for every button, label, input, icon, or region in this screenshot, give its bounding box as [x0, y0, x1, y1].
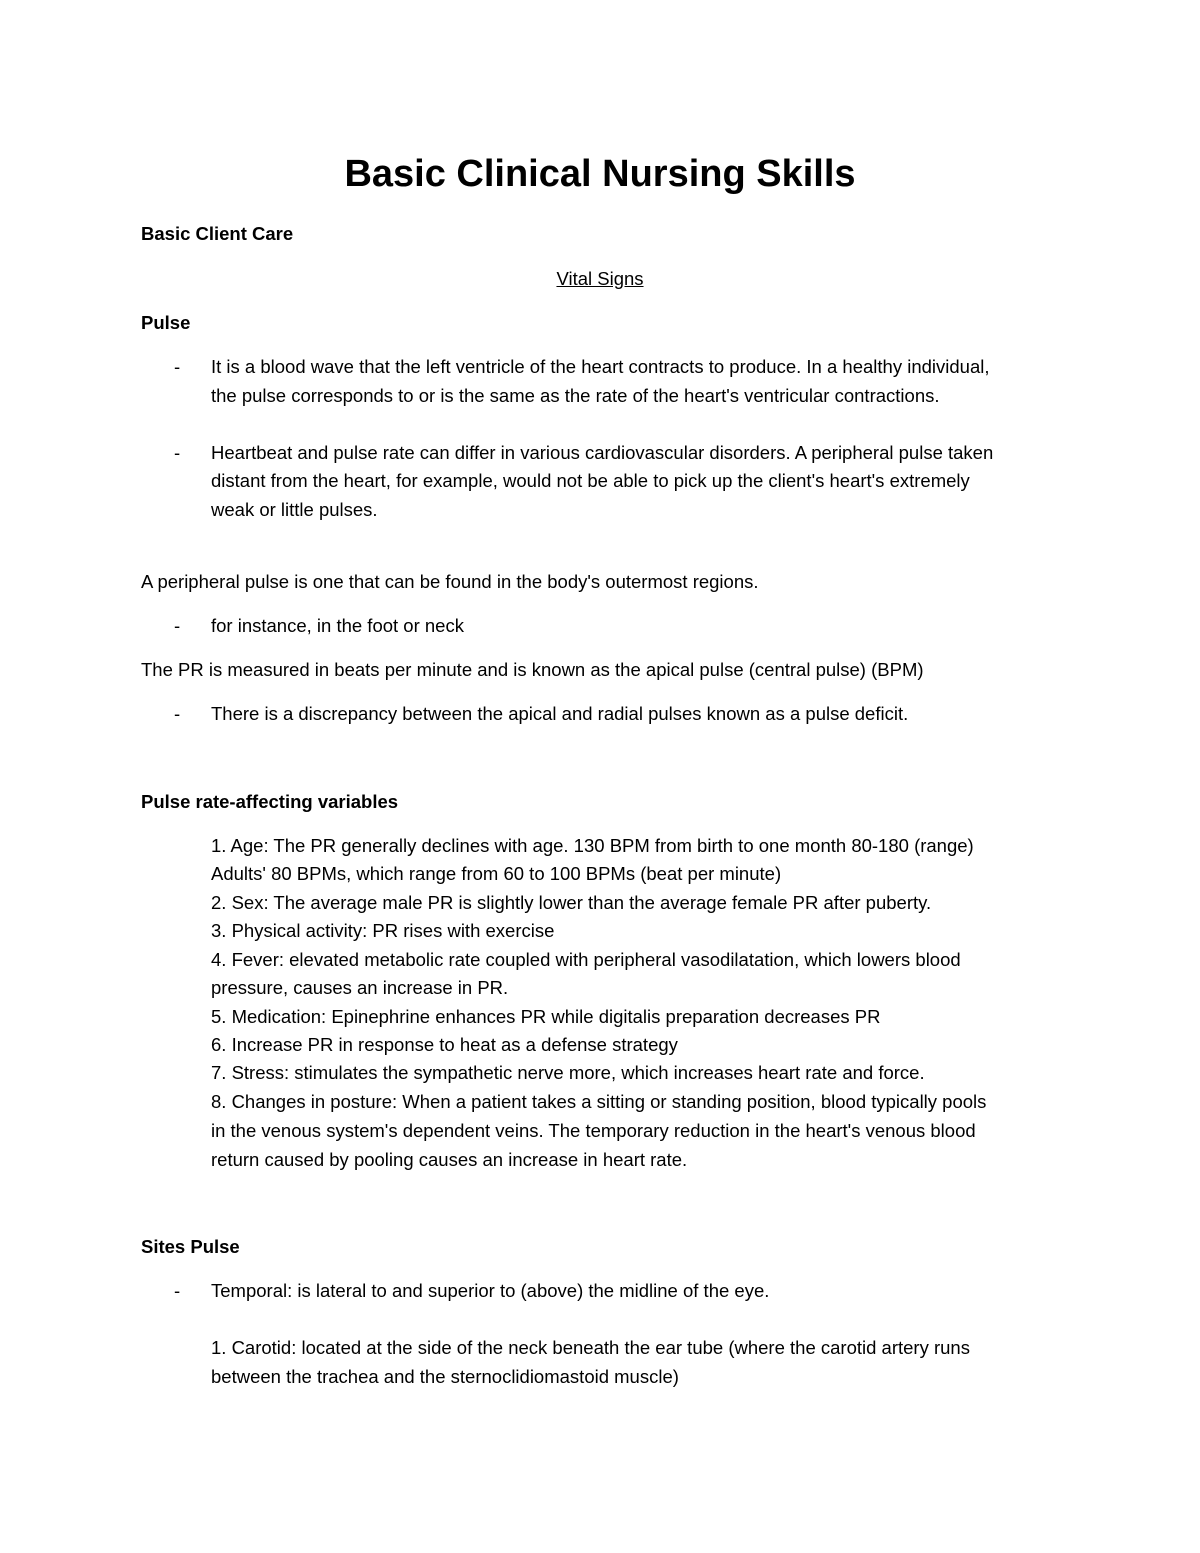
section-heading: Basic Client Care: [141, 223, 294, 244]
dash-marker: -: [174, 442, 181, 463]
variables-line: pressure, causes an increase in PR.: [211, 977, 509, 998]
variables-line: 7. Stress: stimulates the sympathetic nerve more, which increases heart rate and force.: [211, 1062, 925, 1083]
pr-paragraph: The PR is measured in beats per minute and is known as the apical pulse (central pulse) (BPM): [141, 659, 924, 680]
variables-line: Adults' 80 BPMs, which range from 60 to 100 BPMs (beat per minute): [211, 863, 782, 884]
list-item-line: the pulse corresponds to or is the same as the rate of the heart's ventricular contractions.: [211, 385, 940, 406]
variables-line: in the venous system's dependent veins. The temporary reduction in the heart's venous blood: [211, 1120, 976, 1141]
variables-heading: Pulse rate-affecting variables: [141, 791, 399, 812]
dash-marker: -: [174, 356, 181, 377]
subsection-heading: Vital Signs: [556, 268, 644, 289]
list-item-line: Heartbeat and pulse rate can differ in various cardiovascular disorders. A peripheral pulse taken: [211, 442, 994, 463]
document-title: Basic Clinical Nursing Skills: [344, 153, 856, 195]
list-item-line: It is a blood wave that the left ventricle of the heart contracts to produce. In a healthy individual,: [211, 356, 990, 377]
sites-line: between the trachea and the sternoclidiomastoid muscle): [211, 1366, 679, 1387]
list-item-line: Temporal: is lateral to and superior to (above) the midline of the eye.: [211, 1280, 770, 1301]
variables-line: 1. Age: The PR generally declines with age. 130 BPM from birth to one month 80-180 (range): [211, 835, 974, 856]
variables-line: 8. Changes in posture: When a patient takes a sitting or standing position, blood typically pools: [211, 1091, 987, 1112]
list-item-line: for instance, in the foot or neck: [211, 615, 464, 636]
variables-line: 3. Physical activity: PR rises with exercise: [211, 920, 555, 941]
peripheral-paragraph: A peripheral pulse is one that can be found in the body's outermost regions.: [141, 571, 759, 592]
pulse-heading: Pulse: [141, 312, 191, 333]
variables-line: 5. Medication: Epinephrine enhances PR while digitalis preparation decreases PR: [211, 1006, 881, 1027]
variables-line: 6. Increase PR in response to heat as a defense strategy: [211, 1034, 678, 1055]
list-item-line: weak or little pulses.: [211, 499, 378, 520]
list-item-line: distant from the heart, for example, would not be able to pick up the client's heart's extremely: [211, 470, 970, 491]
variables-line: 4. Fever: elevated metabolic rate coupled with peripheral vasodilatation, which lowers blood: [211, 949, 961, 970]
sites-heading: Sites Pulse: [141, 1236, 240, 1257]
dash-marker: -: [174, 1280, 181, 1301]
variables-line: 2. Sex: The average male PR is slightly lower than the average female PR after puberty.: [211, 892, 932, 913]
dash-marker: -: [174, 615, 181, 636]
variables-line: return caused by pooling causes an increase in heart rate.: [211, 1149, 688, 1170]
sites-line: 1. Carotid: located at the side of the neck beneath the ear tube (where the carotid artery runs: [211, 1337, 970, 1358]
dash-marker: -: [174, 703, 181, 724]
list-item-line: There is a discrepancy between the apical and radial pulses known as a pulse deficit.: [211, 703, 909, 724]
